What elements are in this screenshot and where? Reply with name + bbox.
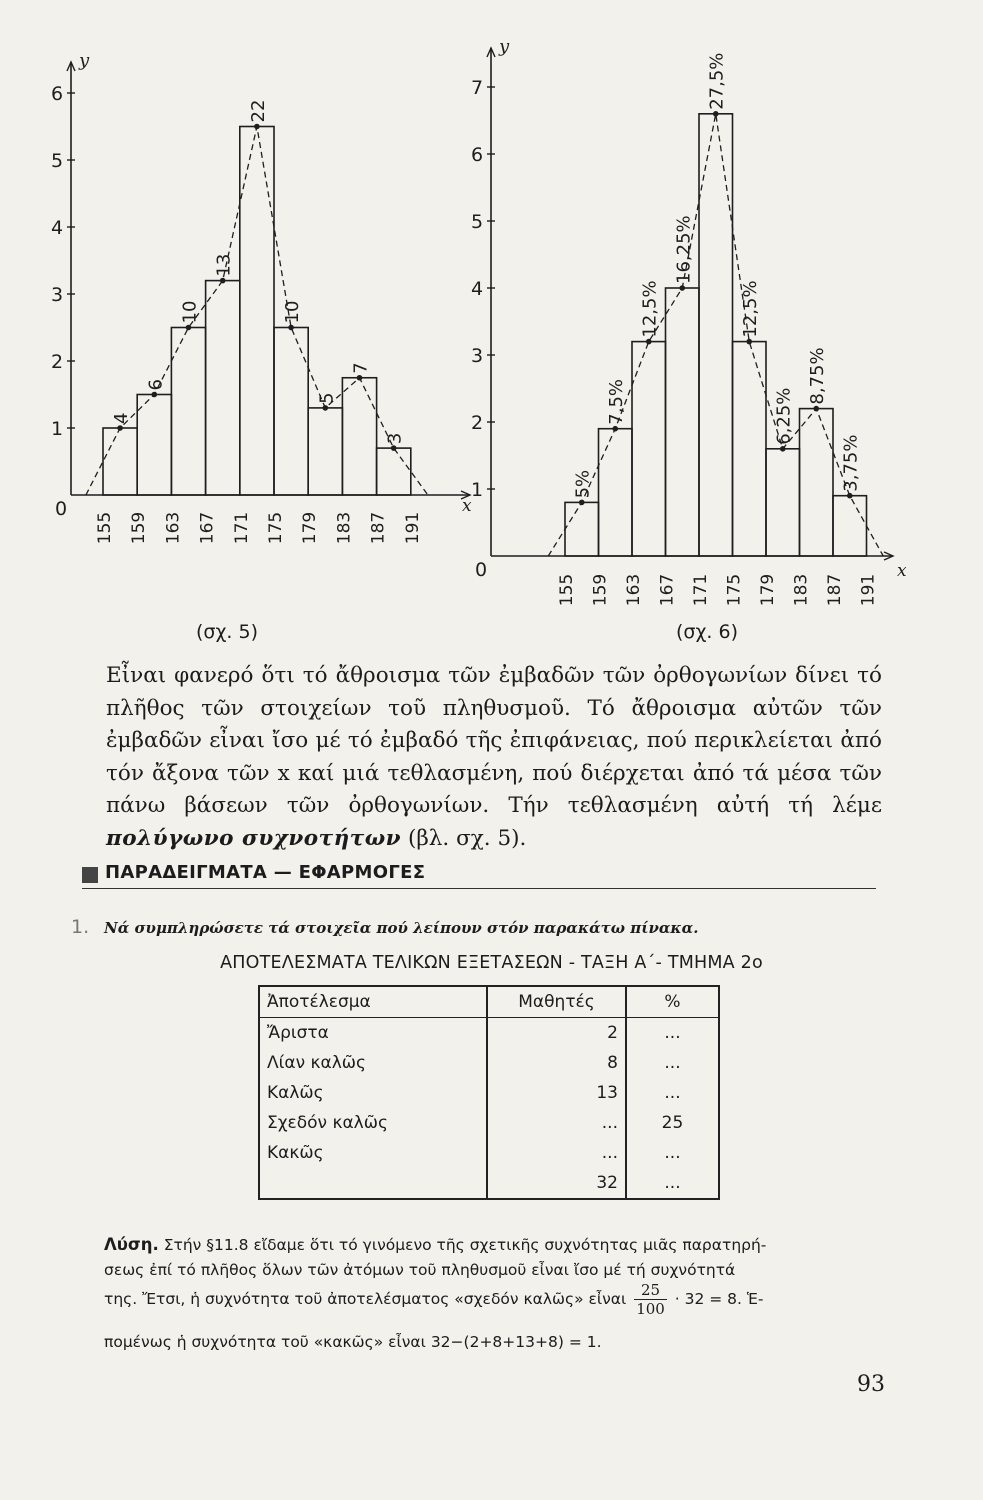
histogram-bar bbox=[733, 342, 767, 556]
bar-value-label: 3,75% bbox=[840, 434, 862, 492]
x-tick-label: 171 bbox=[231, 511, 252, 545]
table-cell: 25 bbox=[626, 1108, 719, 1138]
polygon-point bbox=[780, 446, 786, 452]
polygon-point bbox=[813, 406, 819, 412]
histogram-bar bbox=[274, 328, 308, 496]
paragraph-text-1: Εἶναι φανερό ὅτι τό ἄθροισμα τῶν ἐμβαδῶν τῶν ὀρθογωνίων δίνει τό πλῆθος τῶν στοιχείων τοῦ πληθυσμοῦ. Τό ἄθροισμα αὐτῶν τῶν ἐμβαδῶν εἶναι ἴσο μέ τό ἐμβαδό τῆς ἐπιφάνειας, πού περικλείεται ἀπό τόν ἄξονα τῶν x καί μιά τεθλασμένη, πού διέρχεται ἀπό τά μέσα τῶν πάνω βάσεων τῶν ὀρθογωνίων. Τήν τεθλασμένη αὐτή τή λέμε bbox=[106, 663, 882, 818]
table-total-row bbox=[259, 1168, 719, 1199]
polygon-point bbox=[254, 124, 260, 130]
solution-line-1: Στήν §11.8 εἴδαμε ὅτι τό γινόμενο τῆς σχετικῆς συχνότητας μιᾶς παρατηρή- bbox=[163, 1236, 767, 1254]
table-cell: ... bbox=[626, 1048, 719, 1078]
table-cell: 13 bbox=[487, 1078, 626, 1108]
y-tick-label: 4 bbox=[51, 217, 64, 239]
x-tick-label: 183 bbox=[791, 573, 812, 607]
x-tick-label: 187 bbox=[368, 511, 389, 545]
histogram-bar bbox=[137, 395, 171, 496]
x-tick-label: 187 bbox=[825, 573, 845, 607]
solution-line-3b: · 32 = 8. Ἑ- bbox=[674, 1290, 764, 1308]
histogram-bar bbox=[342, 378, 376, 495]
x-tick-label: 191 bbox=[402, 511, 423, 545]
table-cell: ... bbox=[626, 1168, 719, 1199]
table-title: ΑΠΟΤΕΛΕΣΜΑΤΑ ΤΕΛΙΚΩΝ ΕΞΕΤΑΣΕΩΝ - ΤΑΞΗ Α΄- ΤΜΗΜΑ 2ο bbox=[220, 953, 763, 973]
x-tick-label: 159 bbox=[590, 573, 611, 607]
solution-line-3a: της. Ἔτσι, ἡ συχνότητα τοῦ ἀποτελέσματος «σχεδόν καλῶς» εἶναι bbox=[104, 1290, 627, 1308]
y-axis-label: y bbox=[79, 50, 90, 71]
x-tick-label: 183 bbox=[334, 511, 355, 545]
fraction-denominator: 100 bbox=[636, 1300, 665, 1318]
polygon-point bbox=[357, 375, 363, 381]
y-tick-label: 1 bbox=[51, 418, 64, 440]
term-frequency-polygon: πολύγωνο συχνοτήτων bbox=[106, 825, 402, 851]
x-tick-label: 163 bbox=[624, 573, 644, 607]
bar-value-label: 5% bbox=[572, 469, 594, 499]
body-paragraph bbox=[106, 660, 882, 855]
y-tick-label: 6 bbox=[471, 144, 484, 166]
x-tick-label: 159 bbox=[129, 511, 150, 545]
y-tick-label: 2 bbox=[51, 351, 64, 373]
x-tick-label: 163 bbox=[163, 511, 184, 545]
y-tick-label: 4 bbox=[471, 278, 484, 300]
x-tick-label: 171 bbox=[691, 573, 711, 607]
origin-label: 0 bbox=[475, 559, 488, 581]
bar-value-label: 7 bbox=[350, 362, 372, 374]
exercise-text: Νά συμπληρώσετε τά στοιχεῖα πού λείπουν στόν παρακάτω πίνακα. bbox=[104, 919, 699, 937]
y-tick-label: 5 bbox=[51, 150, 64, 172]
bar-value-label: 5 bbox=[316, 392, 338, 404]
x-tick-label: 167 bbox=[197, 511, 218, 545]
table-cell: ... bbox=[487, 1138, 626, 1168]
y-tick-label: 7 bbox=[471, 77, 484, 99]
polygon-point bbox=[220, 278, 226, 284]
bar-value-label: 27,5% bbox=[706, 52, 728, 110]
bar-value-label: 4 bbox=[111, 412, 133, 424]
table-cell: ... bbox=[626, 1138, 719, 1168]
bar-value-label: 8,75% bbox=[807, 347, 829, 405]
table-header-cell: % bbox=[626, 986, 719, 1018]
table-header-row bbox=[259, 986, 719, 1018]
histogram-bar bbox=[103, 428, 137, 495]
histogram-bar bbox=[240, 127, 274, 496]
polygon-point bbox=[612, 426, 618, 432]
bar-value-label: 3 bbox=[384, 432, 406, 445]
polygon-point bbox=[713, 111, 719, 117]
polygon-point bbox=[186, 325, 192, 331]
fraction bbox=[634, 1281, 667, 1318]
histogram-bar bbox=[377, 448, 411, 495]
y-tick-label: 1 bbox=[471, 479, 484, 501]
histogram-bar bbox=[833, 496, 867, 556]
table-header-cell: Ἀποτέλεσμα bbox=[259, 986, 487, 1018]
origin-label: 0 bbox=[55, 498, 68, 520]
histogram-bar bbox=[800, 409, 834, 556]
polygon-point bbox=[847, 493, 853, 499]
table-cell: Λίαν καλῶς bbox=[259, 1048, 487, 1078]
figure-6-caption: (σχ. 6) bbox=[676, 621, 739, 643]
table-cell: 32 bbox=[487, 1168, 626, 1199]
y-tick-label: 6 bbox=[51, 83, 64, 105]
solution-line-4: πομένως ἡ συχνότητα τοῦ «κακῶς» εἶναι 32−(2+8+13+8) = 1. bbox=[104, 1333, 602, 1351]
x-tick-label: 179 bbox=[758, 573, 778, 607]
section-title: ΠΑΡΑΔΕΙΓΜΑΤΑ — ΕΦΑΡΜΟΓΕΣ bbox=[105, 862, 426, 883]
table-header-cell: Μαθητές bbox=[487, 986, 626, 1018]
y-tick-label: 3 bbox=[471, 345, 484, 367]
y-tick-label: 2 bbox=[471, 412, 484, 434]
table-cell: Κακῶς bbox=[259, 1138, 487, 1168]
page-number: 93 bbox=[857, 1372, 885, 1397]
polygon-point bbox=[746, 339, 752, 345]
histogram-bar bbox=[308, 408, 342, 495]
table-cell: Σχεδόν καλῶς bbox=[259, 1108, 487, 1138]
x-tick-label: 167 bbox=[657, 573, 678, 607]
polygon-point bbox=[152, 392, 158, 398]
histogram-bar bbox=[766, 449, 800, 556]
histogram-bar bbox=[206, 281, 240, 495]
table-cell: ... bbox=[626, 1018, 719, 1049]
bar-value-label: 16,25% bbox=[673, 215, 695, 284]
polygon-point bbox=[646, 339, 652, 345]
table-cell: ... bbox=[487, 1108, 626, 1138]
table-cell: Καλῶς bbox=[259, 1078, 487, 1108]
polygon-point bbox=[288, 325, 294, 331]
bar-value-label: 13 bbox=[213, 253, 235, 277]
x-tick-label: 175 bbox=[266, 511, 286, 545]
bar-value-label: 7,5% bbox=[606, 378, 628, 425]
bar-value-label: 12,5% bbox=[639, 280, 661, 338]
section-heading bbox=[82, 860, 876, 889]
solution-label: Λύση. bbox=[104, 1235, 159, 1254]
histogram-bar bbox=[699, 114, 733, 556]
figure-5-caption: (σχ. 5) bbox=[196, 621, 259, 643]
y-tick-label: 5 bbox=[471, 211, 484, 233]
x-tick-label: 191 bbox=[858, 573, 879, 607]
x-tick-label: 179 bbox=[300, 511, 321, 545]
table-row bbox=[259, 1138, 719, 1168]
table-cell bbox=[259, 1168, 487, 1199]
x-axis-label: x bbox=[462, 496, 472, 516]
figures bbox=[0, 0, 983, 650]
histogram-bar bbox=[171, 328, 205, 496]
histogram-bar bbox=[565, 502, 599, 556]
bar-value-label: 10 bbox=[179, 300, 201, 324]
y-axis-label: y bbox=[499, 36, 510, 57]
results-table bbox=[258, 985, 720, 1200]
table-cell: 2 bbox=[487, 1018, 626, 1049]
table-cell: Ἄριστα bbox=[259, 1018, 487, 1049]
bar-value-label: 10 bbox=[282, 300, 304, 324]
bar-value-label: 6 bbox=[145, 379, 167, 391]
table-cell: ... bbox=[626, 1078, 719, 1108]
table-row bbox=[259, 1108, 719, 1138]
fraction-numerator: 25 bbox=[640, 1281, 661, 1299]
polygon-point bbox=[579, 500, 585, 506]
solution-line-2: σεως ἐπί τό πλῆθος ὅλων τῶν ἀτόμων τοῦ πληθυσμοῦ εἶναι ἴσο μέ τή συχνότητά bbox=[104, 1261, 736, 1279]
histogram-bar bbox=[599, 429, 633, 556]
polygon-point bbox=[117, 425, 123, 431]
table-cell: 8 bbox=[487, 1048, 626, 1078]
x-tick-label: 175 bbox=[724, 573, 745, 607]
section-square-icon bbox=[82, 867, 98, 883]
bar-value-label: 12,5% bbox=[740, 280, 762, 338]
table-row bbox=[259, 1048, 719, 1078]
table-row bbox=[259, 1078, 719, 1108]
polygon-point bbox=[679, 285, 685, 291]
x-axis-label: x bbox=[897, 561, 907, 581]
paragraph-text-2: (βλ. σχ. 5). bbox=[407, 825, 527, 851]
x-tick-label: 155 bbox=[95, 511, 115, 545]
polygon-point bbox=[391, 445, 397, 451]
polygon-point bbox=[323, 405, 329, 411]
y-tick-label: 3 bbox=[51, 284, 64, 306]
bar-value-label: 22 bbox=[247, 99, 269, 123]
table-row bbox=[259, 1018, 719, 1049]
x-tick-label: 155 bbox=[557, 573, 577, 607]
exercise-number: 1. bbox=[71, 916, 90, 938]
bar-value-label: 6,25% bbox=[773, 387, 795, 445]
histogram-bar bbox=[666, 288, 700, 556]
